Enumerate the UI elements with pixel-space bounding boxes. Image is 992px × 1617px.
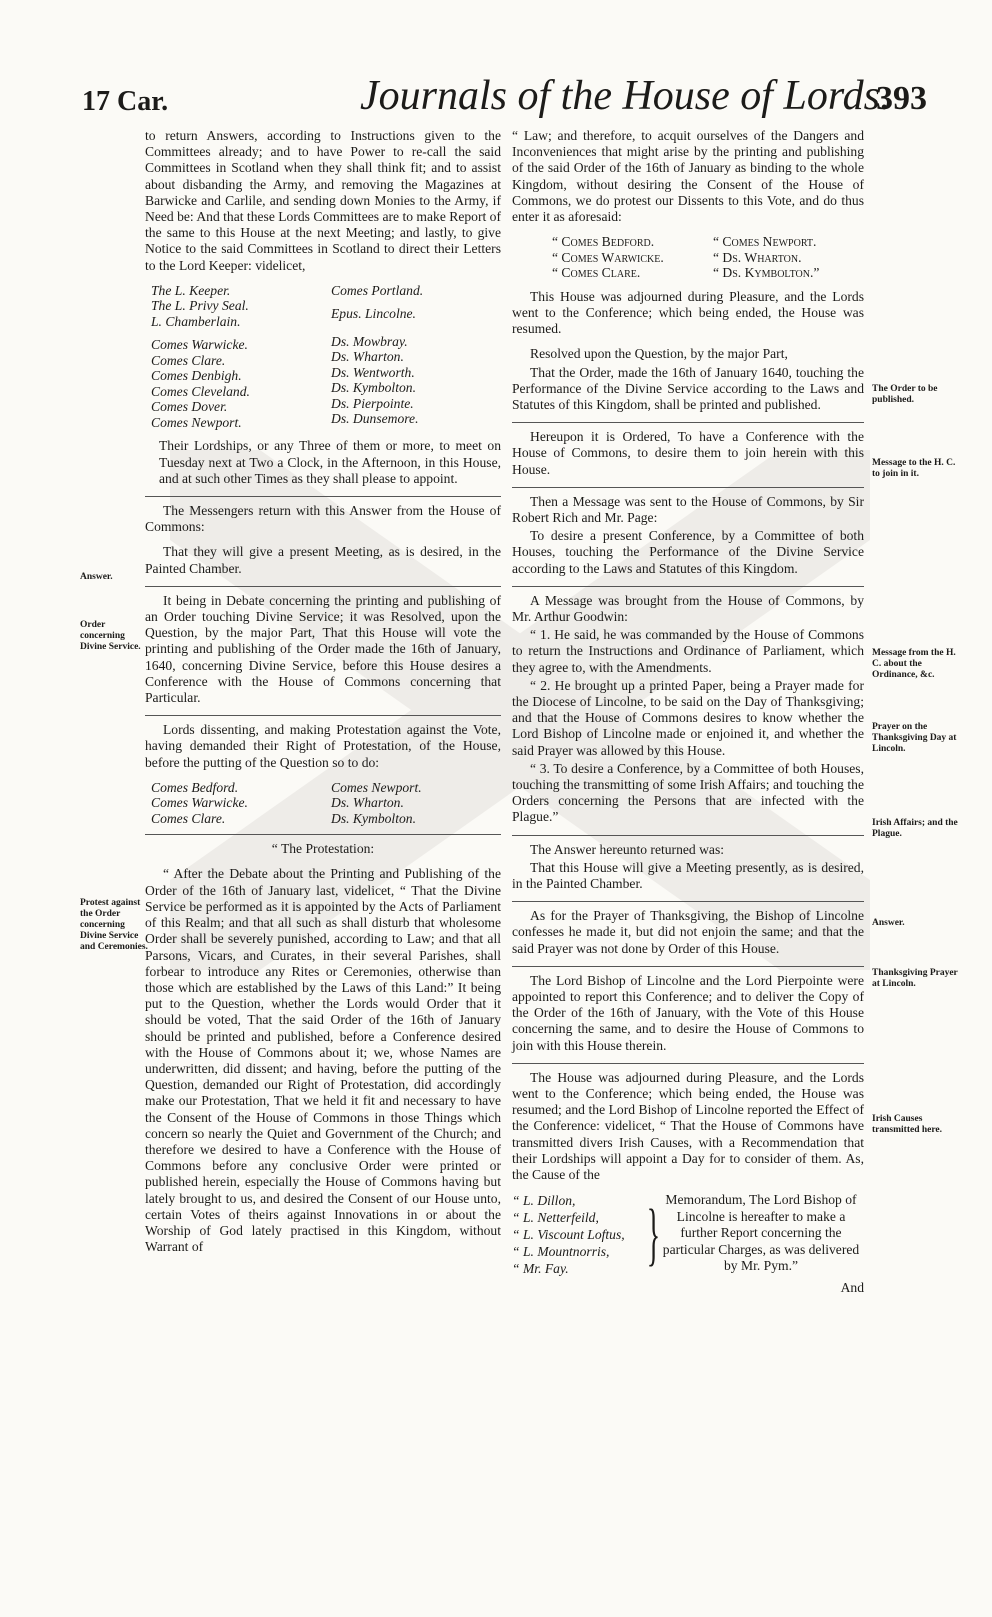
committee-member: Comes Cleveland. [151, 383, 250, 399]
paragraph: “ After the Debate about the Printing and Publishing of the Order of the 16th of January last, videlicet, “ That the Divine Service be performed as it is appointed by the Acts of Parliament of this Realm; and that all such as shall disturb that wholesome Order shall be severely punished, according to Law; and that all Parsons, Vicars, and Curates, in their several Parishes, shall forbear to introduce any Rites or Ceremonies, otherwise than those which are established by the Laws of this Land:” It being put to the Question, whether the Lords would Order that it should be voted, That the said Order of the 16th of January should be printed and published, before a Conference desired with the House of Commons about it; we, whose Names are underwritten, did dissent; and having, before the putting of the Question, demanded our Right of Protestation, did accordingly make our Protestation, That we held it fit and necessary to have the Consent of the House of Commons in those Things which concern so nearly the Quiet and Government of the Church; and therefore we desired to have a Conference with the House of Commons before any conclusive Order were printed or published herein, especially the House of Commons having but lately brought to us, and desired the Consent of our House unto, certain Votes of theirs against Innovations in or about the Worship of God lately practised in this Kingdom, without Warrant of [145, 866, 501, 1255]
cause-name: “ L. Netterfeild, [512, 1210, 599, 1226]
paragraph: It being in Debate concerning the printing and publishing of an Order touching Divine Service; it was Resolved, upon the Question, by the major Part, That this House will vote the printing and publishing of the Order made the 16th of January, 1640, concerning Divine Service, before this House desires a Conference with the House of Commons concerning that Particular. [145, 592, 501, 705]
dissenting-lord: Comes Newport. [331, 779, 422, 795]
causes-list [512, 1192, 642, 1278]
divider [145, 715, 501, 716]
divider [512, 835, 864, 836]
divider [145, 496, 501, 497]
dissenting-lord: Ds. Kymbolton. [331, 810, 416, 826]
cause-name: “ L. Mountnorris, [512, 1244, 610, 1260]
brace-glyph: } [646, 1196, 661, 1274]
paragraph: to return Answers, according to Instructions given to the Committees already; and to have Power to re-call the said Committees in Scotland when they shall think fit; and to assist about disbanding the Army, and removing the Magazines at Barwicke and Carlile, and sending down Monies to the Army, if Need be: And that these Lords Committees are to make Report of the same to this House at the next Meeting; and lastly, to give Notice to the said Committees in Scotland to direct their Letters to the Lord Keeper: videlicet, [145, 128, 501, 273]
margin-note-thanksgiving-prayer: Thanksgiving Prayer at Lincoln. [872, 968, 958, 989]
cause-name: “ L. Dillon, [512, 1193, 576, 1209]
divider [145, 834, 501, 835]
divider [512, 487, 864, 488]
signer: “ Ds. Kymbolton.” [713, 265, 820, 281]
divider [512, 966, 864, 967]
paragraph: “ 2. He brought up a printed Paper, being a Prayer made for the Diocese of Lincolne, to be said on the Day of Thanksgiving; and that the House of Commons desires to know whether the Lord Bishop of Lincolne made or enjoined it, and whether the said Prayer was allowed by this House. [512, 677, 864, 758]
divider [512, 586, 864, 587]
committee-member: Comes Portland. [331, 282, 424, 298]
committee-member: Ds. Kymbolton. [331, 380, 416, 396]
running-title: Journals of the House of Lords. [360, 73, 891, 119]
paragraph: Their Lordships, or any Three of them or more, to meet on Tuesday next at Two a Clock, in the Afternoon, in this House, and at such other Times as they shall please to appoint. [159, 438, 501, 486]
dissenting-lord: Ds. Wharton. [331, 795, 404, 811]
committee-member: The L. Keeper. [151, 282, 231, 298]
signer: “ Comes Bedford. [552, 234, 655, 250]
regnal-year: 17 Car. [82, 86, 169, 117]
margin-note-irish-affairs: Irish Affairs; and the Plague. [872, 818, 958, 839]
margin-note-irish-causes: Irish Causes transmitted here. [872, 1114, 943, 1135]
committee-member: Ds. Pierpointe. [331, 395, 414, 411]
page-number: 393 [876, 80, 927, 117]
signers-col-2 [713, 234, 864, 281]
cause-name: “ L. Viscount Loftus, [512, 1227, 625, 1243]
right-column [512, 128, 864, 1296]
margin-note-answer: Answer. [80, 572, 113, 582]
committee-member: Epus. Lincolne. [331, 306, 416, 322]
causes-block [512, 1192, 864, 1278]
paragraph: As for the Prayer of Thanksgiving, the Bishop of Lincolne confesses he made it, but did not enjoin the same; and that the said Prayer was not done by Order of this House. [512, 908, 864, 956]
paragraph: The House was adjourned during Pleasure, and the Lords went to the Conference; which being ended, the House was resumed; and the Lord Bishop of Lincolne reported the Effect of the Conference: videlicet, “ That the House of Commons have transmitted divers Irish Causes, with a Recommendation that their Lordships will appoint a Day for to consider of them. As, the Cause of the [512, 1069, 864, 1183]
signer: “ Ds. Wharton. [713, 249, 802, 265]
catchword: And [840, 1280, 864, 1296]
paragraph: “ 1. He said, he was commanded by the House of Commons to return the Instructions and Ordinance of Parliament, which they agree to, with the Amendments. [512, 627, 864, 675]
memorandum: Memorandum, The Lord Bishop of Lincolne is hereafter to make a further Report concerning the particular Charges, as was delivered by Mr. Pym.” [662, 1192, 860, 1274]
committee-member: The L. Privy Seal. [151, 298, 249, 314]
signer: “ Comes Warwicke. [552, 249, 664, 265]
divider [512, 422, 864, 423]
dissent-list [151, 780, 501, 827]
committee-member: L. Chamberlain. [151, 313, 241, 329]
margin-note-order-divine: Order concerning Divine Service. [80, 620, 141, 652]
paragraph: “ Law; and therefore, to acquit ourselves of the Dangers and Inconveniences that might arise by the printing and publishing of the said Order of the 16th of January as binding to the whole Kingdom, without desiring the Consent of the House of Commons, we do protest our Dissents to this Vote, and do thus enter it as aforesaid: [512, 128, 864, 225]
protestation-heading: “ The Protestation: [271, 841, 375, 857]
paragraph: A Message was brought from the House of Commons, by Mr. Arthur Goodwin: [512, 592, 864, 624]
committee-member: Comes Clare. [151, 352, 226, 368]
paragraph: Resolved upon the Question, by the major Part, [530, 346, 788, 362]
dissent-col-2 [331, 780, 501, 827]
margin-note-message-hc: Message to the H. C. to join in it. [872, 458, 956, 479]
cause-name: “ Mr. Fay. [512, 1261, 569, 1277]
signers-col-1 [552, 234, 703, 281]
paragraph: That this House will give a Meeting presently, as is desired, in the Painted Chamber. [512, 859, 864, 892]
paragraph: To desire a present Conference, by a Committee of both Houses, touching the Performance of the Divine Service according to the Laws and Statutes of this Kingdom. [512, 528, 864, 576]
dissenting-lord: Comes Warwicke. [151, 795, 248, 811]
committee-member: Comes Warwicke. [151, 337, 248, 353]
divider [512, 901, 864, 902]
signer: “ Comes Newport. [713, 234, 817, 250]
committee-member: Ds. Dunsemore. [331, 411, 419, 427]
divider [512, 1063, 864, 1064]
signers-list [552, 234, 864, 281]
paragraph: This House was adjourned during Pleasure, and the Lords went to the Conference; which being ended, the House was resumed. [512, 288, 864, 337]
committee-col-1 [151, 283, 321, 431]
page-header [0, 62, 992, 122]
paragraph: The Lord Bishop of Lincolne and the Lord Pierpointe were appointed to report this Conference; and to deliver the Copy of the Order of the 16th of January, with the Vote of this House concerning the same, and to desire the House of Commons to join with this House therein. [512, 972, 864, 1053]
paragraph: “ 3. To desire a Conference, by a Committee of both Houses, touching the transmitting of some Irish Affairs; and touching the Orders concerning the Persons that are infected with the Plague.” [512, 760, 864, 825]
dissenting-lord: Comes Bedford. [151, 779, 239, 795]
dissent-col-1 [151, 780, 321, 827]
committee-member: Ds. Wentworth. [331, 364, 415, 380]
dissenting-lord: Comes Clare. [151, 810, 226, 826]
margin-note-order-published: The Order to be published. [872, 384, 938, 405]
paragraph: Then a Message was sent to the House of Commons, by Sir Robert Rich and Mr. Page: [512, 493, 864, 525]
committee-member: Comes Denbigh. [151, 368, 242, 384]
margin-note-protest: Protest against the Order concerning Divine Service and Ceremonies. [80, 898, 148, 952]
committee-member: Comes Dover. [151, 399, 228, 415]
committee-member: Ds. Wharton. [331, 349, 404, 365]
divider [145, 586, 501, 587]
paragraph: The Messengers return with this Answer from the House of Commons: [145, 502, 501, 535]
paragraph: That the Order, made the 16th of January 1640, touching the Performance of the Divine Service according to the Laws and Statutes of this Kingdom, shall be printed and published. [512, 364, 864, 412]
margin-note-prayer-thanksgiving: Prayer on the Thanksgiving Day at Lincoln. [872, 722, 957, 754]
paragraph: Hereupon it is Ordered, To have a Conference with the House of Commons, to desire them to join herein with this House. [512, 429, 864, 477]
signer: “ Comes Clare. [552, 265, 641, 281]
committee-col-2 [331, 283, 501, 431]
committee-member: Ds. Mowbray. [331, 333, 408, 349]
paragraph: The Answer hereunto returned was: [530, 841, 725, 857]
committee-member: Comes Newport. [151, 414, 242, 430]
committee-list [151, 283, 501, 431]
paragraph: That they will give a present Meeting, as is desired, in the Painted Chamber. [145, 544, 501, 576]
margin-note-message-from-hc: Message from the H. C. about the Ordinance, &c. [872, 648, 956, 680]
margin-note-answer-right: Answer. [872, 918, 905, 928]
left-column [145, 128, 501, 1264]
paragraph: Lords dissenting, and making Protestation against the Vote, having demanded their Right of Protestation, of the House, before the putting of the Question so to do: [145, 722, 501, 770]
